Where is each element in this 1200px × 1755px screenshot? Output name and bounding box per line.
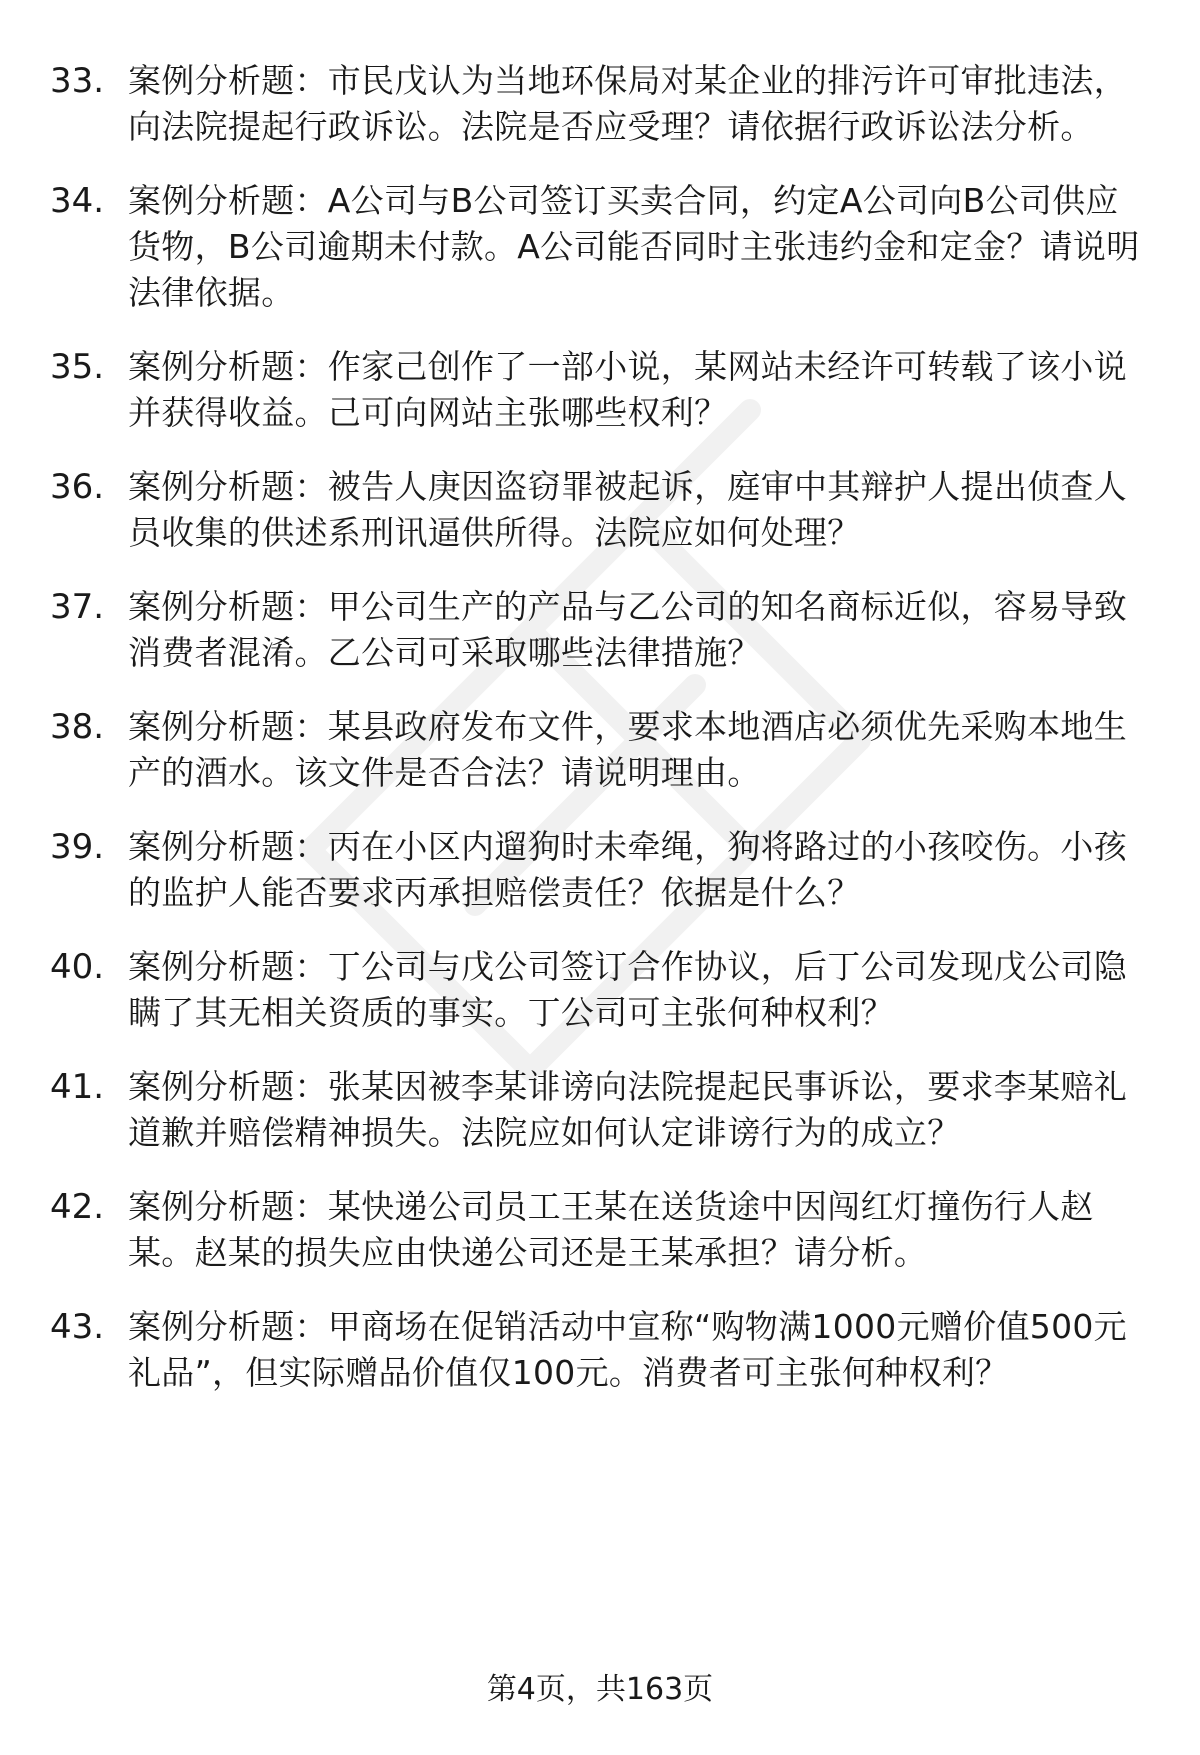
question-number: 33. <box>50 61 105 101</box>
question-text: 案例分析题：市民戊认为当地环保局对某企业的排污许可审批违法，向法院提起行政诉讼。法院是否应受理？请依据行政诉讼法分析。 <box>128 61 1127 146</box>
question-text: 案例分析题：A公司与B公司签订买卖合同，约定A公司向B公司供应货物，B公司逾期未付款。A公司能否同时主张违约金和定金？请说明法律依据。 <box>128 181 1140 312</box>
page-footer: 第4页，共163页 <box>486 1672 714 1707</box>
question-text: 案例分析题：作家己创作了一部小说，某网站未经许可转载了该小说并获得收益。己可向网站主张哪些权利？ <box>128 347 1127 432</box>
question-item <box>0 58 1200 150</box>
question-text: 案例分析题：被告人庚因盗窃罪被起诉，庭审中其辩护人提出侦查人员收集的供述系刑讯逼供所得。法院应如何处理？ <box>128 467 1127 552</box>
question-number: 36. <box>50 467 105 507</box>
question-text: 案例分析题：张某因被李某诽谤向法院提起民事诉讼，要求李某赔礼道歉并赔偿精神损失。法院应如何认定诽谤行为的成立？ <box>128 1067 1127 1152</box>
question-list <box>0 58 1200 1424</box>
question-number: 37. <box>50 587 105 627</box>
question-text: 案例分析题：丙在小区内遛狗时未牵绳，狗将路过的小孩咬伤。小孩的监护人能否要求丙承担赔偿责任？依据是什么？ <box>128 827 1127 912</box>
question-number: 43. <box>50 1307 105 1347</box>
question-text: 案例分析题：丁公司与戊公司签订合作协议，后丁公司发现戊公司隐瞒了其无相关资质的事实。丁公司可主张何种权利？ <box>128 947 1127 1032</box>
question-item <box>0 944 1200 1036</box>
question-number: 40. <box>50 947 105 987</box>
question-number: 39. <box>50 827 105 867</box>
question-number: 34. <box>50 181 105 221</box>
question-item <box>0 584 1200 676</box>
question-item <box>0 178 1200 316</box>
question-text: 案例分析题：甲商场在促销活动中宣称“购物满1000元赠价值500元礼品”，但实际赠品价值仅100元。消费者可主张何种权利？ <box>128 1307 1127 1392</box>
question-item <box>0 1064 1200 1156</box>
question-number: 38. <box>50 707 105 747</box>
question-number: 41. <box>50 1067 105 1107</box>
question-item <box>0 1304 1200 1396</box>
question-item <box>0 464 1200 556</box>
question-item <box>0 1184 1200 1276</box>
question-text: 案例分析题：某快递公司员工王某在送货途中因闯红灯撞伤行人赵某。赵某的损失应由快递公司还是王某承担？请分析。 <box>128 1187 1094 1272</box>
question-text: 案例分析题：甲公司生产的产品与乙公司的知名商标近似，容易导致消费者混淆。乙公司可采取哪些法律措施？ <box>128 587 1127 672</box>
question-item <box>0 704 1200 796</box>
question-number: 35. <box>50 347 105 387</box>
question-item <box>0 344 1200 436</box>
question-item <box>0 824 1200 916</box>
question-text: 案例分析题：某县政府发布文件，要求本地酒店必须优先采购本地生产的酒水。该文件是否合法？请说明理由。 <box>128 707 1127 792</box>
question-number: 42. <box>50 1187 105 1227</box>
